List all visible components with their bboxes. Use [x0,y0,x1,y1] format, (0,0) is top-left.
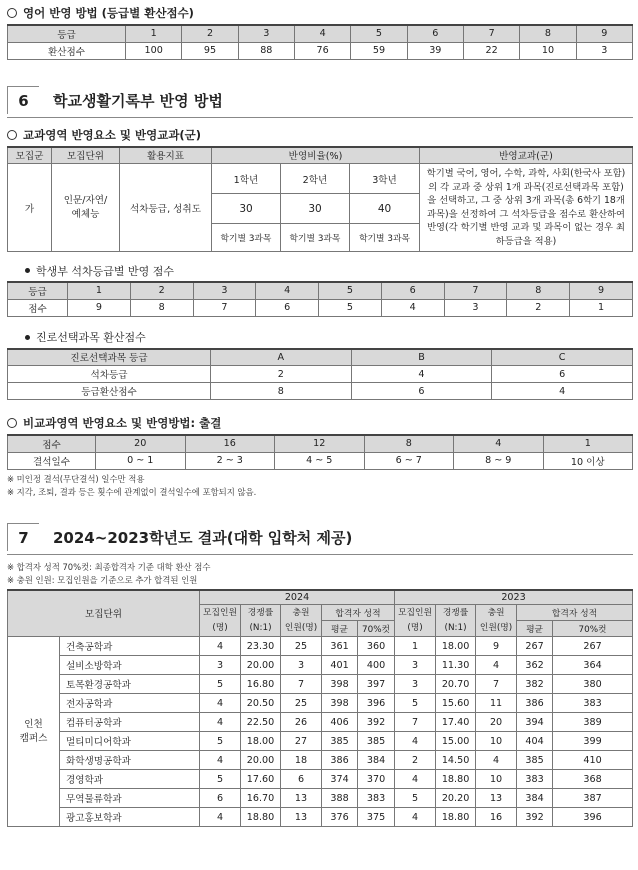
result-cell: 18.80 [436,770,476,789]
result-cell: 18.80 [241,808,281,827]
attendance-section-title: 비교과영역 반영요소 및 반영방법: 출결 [7,414,633,432]
result-cell: 406 [322,713,358,732]
result-cell: 267 [517,637,553,656]
rank-score-title: 학생부 석차등급별 반영 점수 [25,262,633,279]
result-cell: 398 [322,675,358,694]
rank-score-table: 등급 1 2 3 4 5 6 7 8 9 점수 9 8 7 6 5 4 3 2 1 [7,281,633,317]
result-cell: 398 [322,694,358,713]
result-cell: 20 [476,713,517,732]
result-cell: 397 [358,675,395,694]
result-cell: 6 [200,789,241,808]
result-cell: 370 [358,770,395,789]
result-cell: 7 [281,675,322,694]
results-table: 모집단위 2024 2023 모집인원 (명) 경쟁률 (N:1) 충원 인원(명) 합격자 성적 모집인원 (명) 경쟁률 (N:1) 충원 인원(명) 합격자 성적 평균 70%컷 평균 70%컷 인천 캠퍼스 건축공학과 4 23.30 25 361 360 1 18.00 9 267 267 설비소방학과 3 20.00 3 401 400 3 11.30 4 362 364 토목환경공학과 5 16.80 7 398 397 3 20.70 7 382 380 전자공학과 4 20.50 25 398 396 5 15.60 11 386 383 컴퓨터공학과 4 22.50 26 406 392 7 17.40 20 394 389 멀티미디어학과 5 18.00 27 385 385 4 15.00 10 404 399 화학생명공학과 4 20.00 18 386 384 2 14.50 4 385 410 경영학과 5 17.60 6 374 370 4 18.80 10 383 368 무역물류학과 6 16.70 13 388 383 5 20.20 13 384 387 광고홍보학과 4 18.80 13 376 375 4 18.80 16 392 396 [7,589,633,828]
table-row [8,770,633,789]
curriculum-section-title: 교과영역 반영요소 및 반영교과(군) [7,126,633,144]
result-cell: 383 [553,694,633,713]
result-cell: 380 [553,675,633,694]
campus-cell: 인천 캠퍼스 [8,637,60,827]
result-cell: 382 [517,675,553,694]
section-number: 7 [7,523,39,551]
result-cell: 13 [281,789,322,808]
result-cell: 384 [358,751,395,770]
english-score: 39 [407,42,463,59]
result-cell: 389 [553,713,633,732]
english-grade: 5 [351,25,407,42]
result-cell: 375 [358,808,395,827]
result-cell: 383 [517,770,553,789]
result-cell: 386 [517,694,553,713]
result-cell: 4 [476,751,517,770]
result-cell: 23.30 [241,637,281,656]
english-score: 76 [294,42,350,59]
result-cell: 396 [358,694,395,713]
attendance-note: ※ 미인정 결석(무단결석) 일수만 적용 [7,474,145,484]
section-7-heading [7,521,633,555]
result-cell: 5 [395,694,436,713]
english-grade: 7 [463,25,519,42]
result-cell: 392 [517,808,553,827]
table-row [8,808,633,827]
result-cell: 368 [553,770,633,789]
attendance-note: ※ 지각, 조퇴, 결과 등은 횟수에 관계없이 결석일수에 포함되지 않음. [7,487,257,497]
english-grade: 3 [238,25,294,42]
result-cell: 3 [200,656,241,675]
result-cell: 25 [281,637,322,656]
table-row [8,732,633,751]
result-cell: 20.20 [436,789,476,808]
english-score: 95 [182,42,238,59]
result-cell: 401 [322,656,358,675]
circle-bullet-icon [7,418,17,428]
result-cell: 10 [476,770,517,789]
year-2023-header: 2023 [395,590,633,605]
result-cell: 16.80 [241,675,281,694]
results-note: ※ 충원 인원: 모집인원을 기준으로 추가 합격된 인원 [7,575,198,585]
dot-bullet-icon [25,268,30,273]
english-grade: 2 [182,25,238,42]
result-cell: 5 [200,675,241,694]
section-title: 2024~2023학년도 결과(대학 입학처 제공) [53,528,353,547]
result-cell: 5 [200,770,241,789]
result-cell: 15.60 [436,694,476,713]
section-title: 학교생활기록부 반영 방법 [53,91,223,110]
english-section-title: 영어 반영 방법 (등급별 환산점수) [7,4,633,22]
result-cell: 399 [553,732,633,751]
result-cell: 396 [553,808,633,827]
result-cell: 13 [281,808,322,827]
result-cell: 384 [517,789,553,808]
dot-bullet-icon [25,335,30,340]
english-grade: 4 [294,25,350,42]
result-cell: 4 [395,808,436,827]
table-row [8,713,633,732]
english-grade: 8 [520,25,576,42]
result-cell: 3 [281,656,322,675]
result-cell: 11.30 [436,656,476,675]
result-cell: 387 [553,789,633,808]
attendance-table: 점수 20 16 12 8 4 1 결석일수 0 ~ 1 2 ~ 3 4 ~ 5 6 ~ 7 8 ~ 9 10 이상 [7,434,633,470]
result-cell: 2 [395,751,436,770]
result-cell: 18.00 [241,732,281,751]
english-grade: 9 [576,25,632,42]
result-cell: 4 [200,713,241,732]
english-grade: 6 [407,25,463,42]
circle-bullet-icon [7,130,17,140]
result-cell: 3 [395,675,436,694]
result-cell: 4 [395,732,436,751]
result-cell: 410 [553,751,633,770]
result-cell: 20.50 [241,694,281,713]
department-name: 화학생명공학과 [60,751,200,770]
result-cell: 388 [322,789,358,808]
result-cell: 16 [476,808,517,827]
career-score-table: 진로선택과목 등급 A B C 석차등급 2 4 6 등급환산점수 8 6 4 [7,348,633,401]
result-cell: 6 [281,770,322,789]
result-cell: 361 [322,637,358,656]
result-cell: 404 [517,732,553,751]
english-score: 3 [576,42,632,59]
table-row [8,675,633,694]
result-cell: 3 [395,656,436,675]
result-cell: 4 [200,808,241,827]
english-score-table: 등급 1 2 3 4 5 6 7 8 9 환산점수 100 95 88 76 59 39 22 10 3 [7,24,633,60]
result-cell: 364 [553,656,633,675]
result-cell: 7 [395,713,436,732]
result-cell: 18.80 [436,808,476,827]
department-name: 토목환경공학과 [60,675,200,694]
result-cell: 20.00 [241,656,281,675]
result-cell: 4 [395,770,436,789]
result-cell: 20.00 [241,751,281,770]
english-score: 22 [463,42,519,59]
result-cell: 16.70 [241,789,281,808]
result-cell: 383 [358,789,395,808]
department-name: 광고홍보학과 [60,808,200,827]
result-cell: 385 [358,732,395,751]
result-cell: 15.00 [436,732,476,751]
result-cell: 4 [476,656,517,675]
result-cell: 25 [281,694,322,713]
result-cell: 392 [358,713,395,732]
results-note: ※ 합격자 성적 70%컷: 최종합격자 기준 대학 환산 점수 [7,562,211,572]
result-cell: 374 [322,770,358,789]
result-cell: 9 [476,637,517,656]
result-cell: 17.40 [436,713,476,732]
table-row [8,656,633,675]
result-cell: 1 [395,637,436,656]
subjects-description: 학기별 국어, 영어, 수학, 과학, 사회(한국사 포함)의 각 교과 중 상위 1개 과목(진로선택과목 포함)을 선택하고, 그 중 상위 3개 과목(총 6학기 18개 과목)을 선정하여 그 석차등급을 점수로 환산하여 반영(각 학기별 반영 교과 및 과목이 없는 경우 최하등급을 적용) [420,164,633,252]
english-grade: 1 [126,25,182,42]
department-name: 무역물류학과 [60,789,200,808]
result-cell: 386 [322,751,358,770]
result-cell: 376 [322,808,358,827]
result-cell: 14.50 [436,751,476,770]
result-cell: 10 [476,732,517,751]
result-cell: 4 [200,637,241,656]
result-cell: 18.00 [436,637,476,656]
department-name: 설비소방학과 [60,656,200,675]
section-6-heading [7,84,633,118]
circle-bullet-icon [7,8,17,18]
department-name: 경영학과 [60,770,200,789]
result-cell: 385 [517,751,553,770]
result-cell: 267 [553,637,633,656]
department-name: 전자공학과 [60,694,200,713]
result-cell: 7 [476,675,517,694]
result-cell: 13 [476,789,517,808]
table-row [8,637,633,656]
result-cell: 18 [281,751,322,770]
table-row [8,694,633,713]
result-cell: 400 [358,656,395,675]
result-cell: 22.50 [241,713,281,732]
result-cell: 26 [281,713,322,732]
result-cell: 11 [476,694,517,713]
english-score: 10 [520,42,576,59]
result-cell: 394 [517,713,553,732]
curriculum-table: 모집군 모집단위 활용지표 반영비율(%) 반영교과(군) 가 인문/자연/ 예체능 석차등급, 성취도 1학년 2학년 3학년 학기별 국어, 영어, 수학, 과학, 사회(한국사 포함)의 각 교과 중 상위 1개 과목(진로선택과목 포함)을 선택하고, 그 중 상위 3개 과목(총 6학기 18개 과목)을 선정하여 그 석차등급을 점수로 환산하여 반영(각 학기별 반영 교과 및 과목이 없는 경우 최하등급을 적용) 30 30 40 학기별 3과목 학기별 3과목 학기별 3과목 [7,146,633,253]
result-cell: 4 [200,694,241,713]
department-name: 건축공학과 [60,637,200,656]
result-cell: 362 [517,656,553,675]
table-row [8,751,633,770]
result-cell: 20.70 [436,675,476,694]
english-score: 59 [351,42,407,59]
english-score: 100 [126,42,182,59]
year-2024-header: 2024 [200,590,395,605]
department-name: 컴퓨터공학과 [60,713,200,732]
career-score-title: 진로선택과목 환산점수 [25,329,633,346]
result-cell: 385 [322,732,358,751]
result-cell: 4 [200,751,241,770]
result-cell: 5 [200,732,241,751]
english-score: 88 [238,42,294,59]
table-row [8,789,633,808]
result-cell: 5 [395,789,436,808]
result-cell: 17.60 [241,770,281,789]
department-name: 멀티미디어학과 [60,732,200,751]
result-cell: 27 [281,732,322,751]
section-number: 6 [7,86,39,114]
result-cell: 360 [358,637,395,656]
